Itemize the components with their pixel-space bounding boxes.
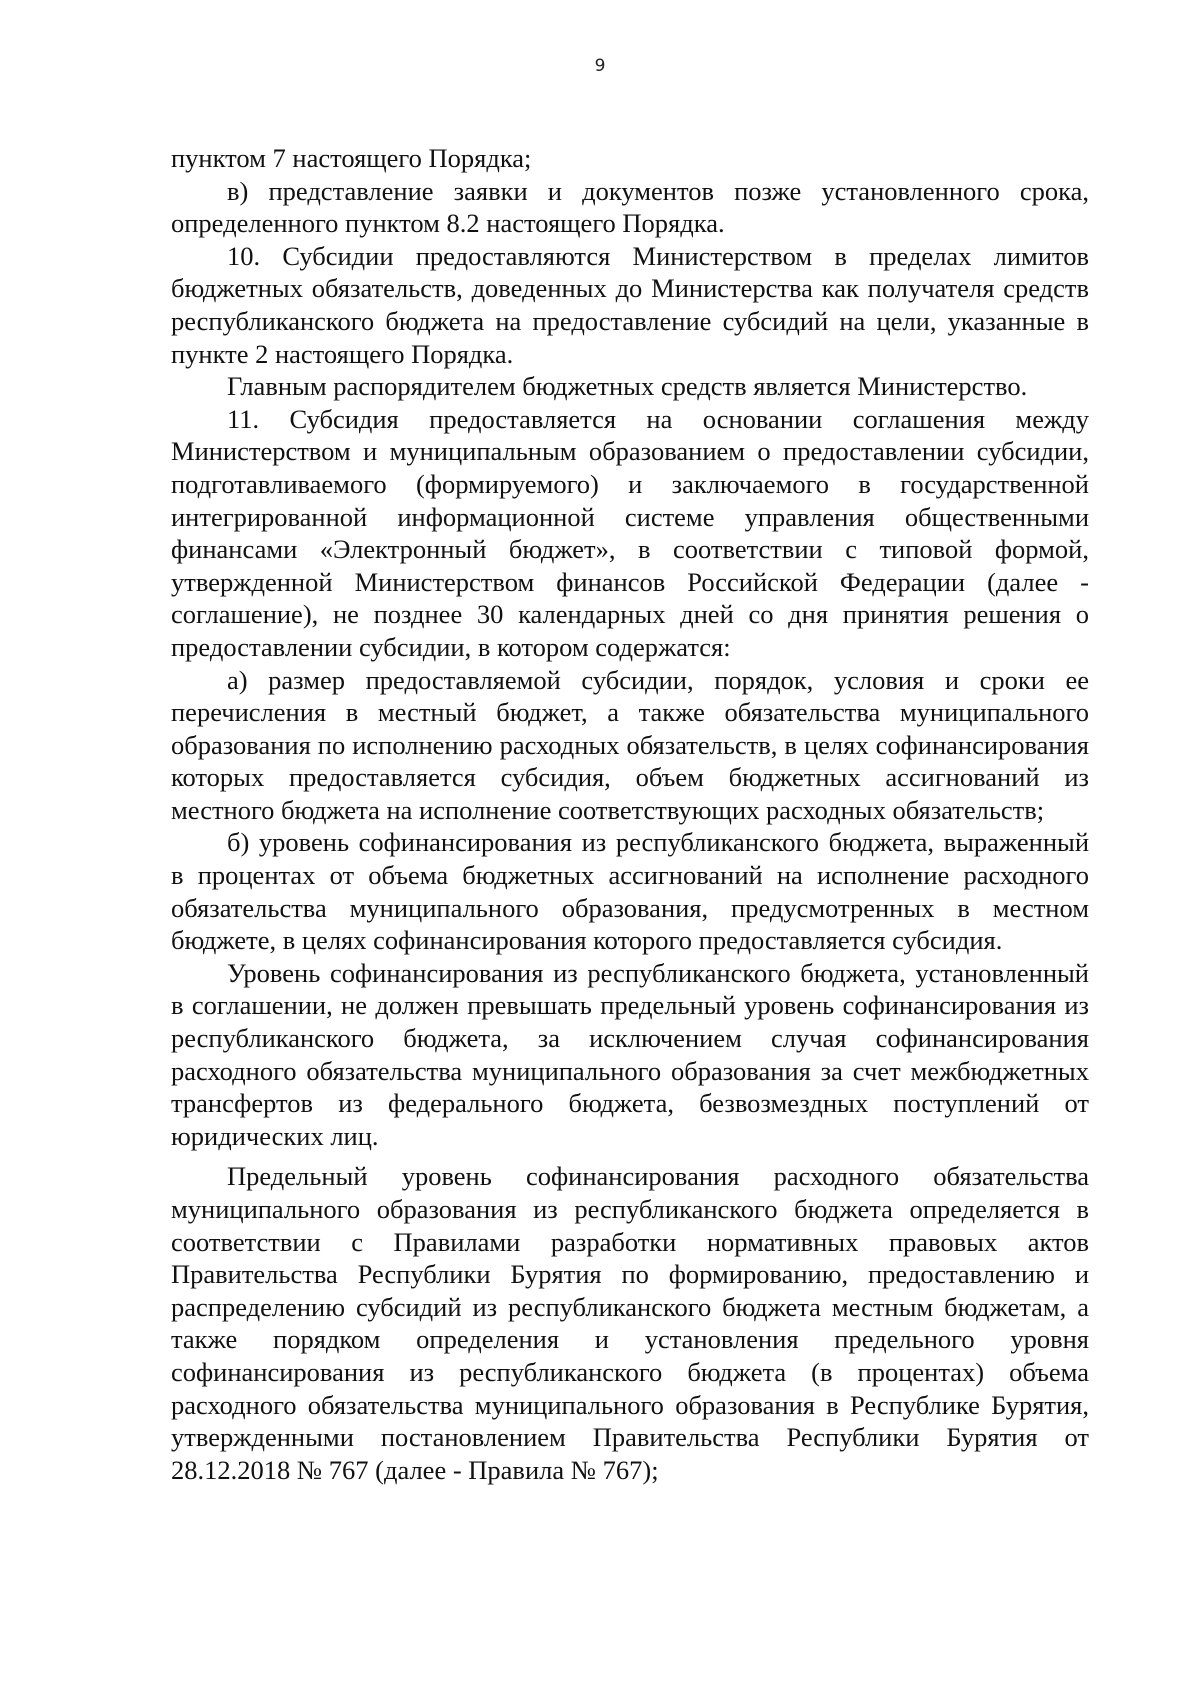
paragraph: а) размер предоставляемой субсидии, порядок, условия и сроки ее перечисления в местный бюджет, а также обязательства муниципального образования по исполнению расходных обязательств, в целях софинансирования которых предоставляется субсидия, объем бюджетных ассигнований из местного бюджета на исполнение соответствующих расходных обязательств; <box>171 664 1089 825</box>
paragraph: Главным распорядителем бюджетных средств является Министерство. <box>227 371 1028 402</box>
paragraph: 10. Субсидии предоставляются Министерством в пределах лимитов бюджетных обязательств, доведенных до Министерства как получателя средств республиканского бюджета на предоставление субсидий на цели, указанные в пункте 2 настоящего Порядка. <box>171 240 1089 369</box>
paragraph: б) уровень софинансирования из республиканского бюджета, выраженный в процентах от объема бюджетных ассигнований на исполнение расходного обязательства муниципального образования, предусмотренных в местном бюджете, в целях софинансирования которого предоставляется субсидия. <box>171 827 1089 956</box>
paragraph: Уровень софинансирования из республиканского бюджета, установленный в соглашении, не должен превышать предельный уровень софинансирования из республиканского бюджета, за исключением случая софинансирования расходного обязательства муниципального образования за счет межбюджетных трансфертов из федерального бюджета, безвозмездных поступлений от юридических лиц. <box>171 957 1089 1151</box>
paragraph: пунктом 7 настоящего Порядка; <box>171 143 532 173</box>
paragraph: 11. Субсидия предоставляется на основании соглашения между Министерством и муниципальным образованием о предоставлении субсидии, подготавливаемого (формируемого) и заключаемого в государственной интегрированной информационной системе управления общественными финансами «Электронный бюджет», в соответствии с типовой формой, утвержденной Министерством финансов Российской Федерации (далее - соглашение), не позднее 30 календарных дней со дня принятия решения о предоставлении субсидии, в котором содержатся: <box>171 403 1089 662</box>
document-body <box>171 142 1089 1486</box>
page-number: 9 <box>594 56 606 76</box>
paragraph: Предельный уровень софинансирования расходного обязательства муниципального образования из республиканского бюджета определяется в соответствии с Правилами разработки нормативных правовых актов Правительства Республики Бурятия по формированию, предоставлению и распределению субсидий из республиканского бюджета местным бюджетам, а также порядком определения и установления предельного уровня софинансирования из республиканского бюджета (в процентах) объема расходного обязательства муниципального образования в Республике Бурятия, утвержденными постановлением Правительства Республики Бурятия от 28.12.2018 № 767 (далее - Правила № 767); <box>171 1161 1089 1485</box>
paragraph: в) представление заявки и документов позже установленного срока, определенного пунктом 8.2 настоящего Порядка. <box>171 175 1089 239</box>
